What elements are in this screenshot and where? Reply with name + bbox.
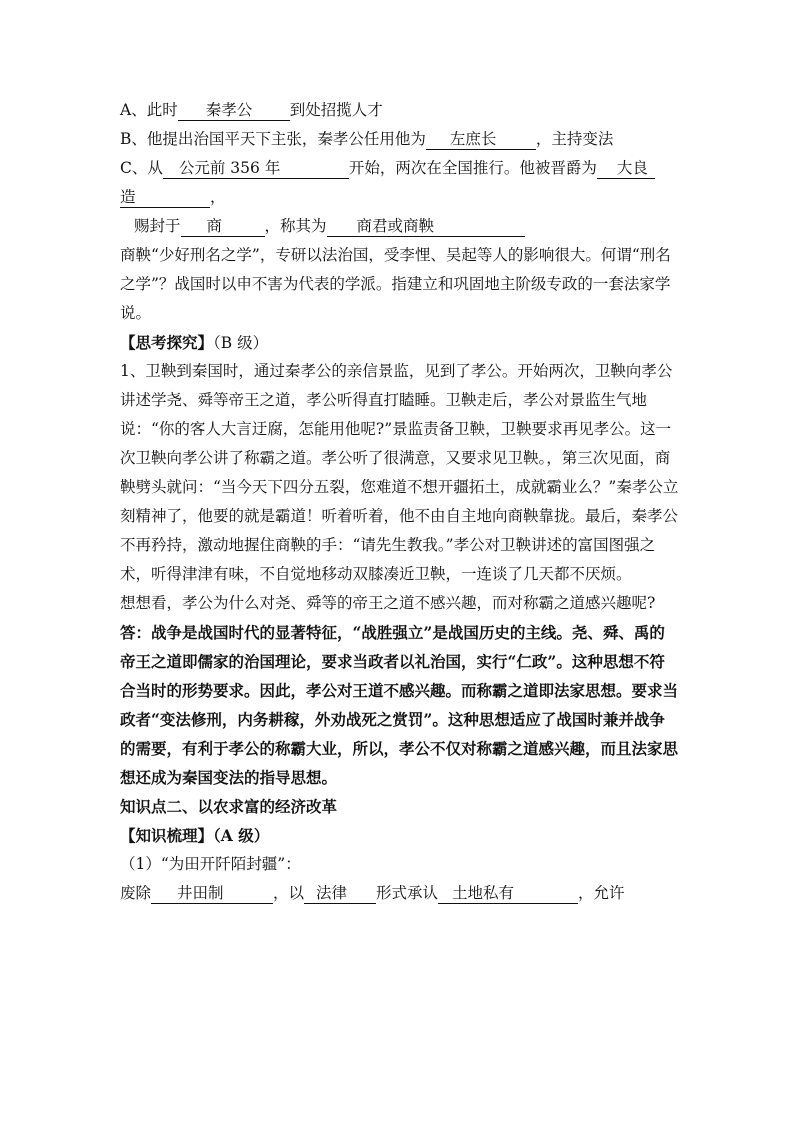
line-d-middle: ，称其为	[264, 217, 327, 235]
section-heading-knowledge	[120, 821, 680, 850]
last-middle: ，以	[273, 884, 305, 902]
answer-c1: 公元前 356 年	[178, 159, 281, 177]
line-b-suffix: ，主持变法	[535, 130, 614, 148]
blank-last-2	[304, 883, 376, 904]
blank-d2	[327, 216, 525, 237]
answer-last-2: 法律	[316, 884, 348, 902]
blank-c2-cont	[120, 187, 210, 208]
blank-last-3	[438, 883, 578, 904]
last-suffix: ，允许	[578, 884, 625, 902]
answer-last-1: 井田制	[177, 884, 224, 902]
line-d-prefix: 赐封于	[134, 217, 181, 235]
answer-c2-part1: 大良	[616, 159, 648, 177]
answer-c2-part2: 造	[120, 188, 136, 206]
blank-c1	[163, 158, 349, 179]
fill-line-c	[120, 154, 680, 183]
intro-paragraph: 商鞅“少好刑名之学”，专研以法治国，受李悝、吴起等人的影响很大。何谓“刑名之学”？战国时以申不害为代表的学派。指建立和巩固地主阶级专政的一套法家学说。	[120, 246, 671, 322]
line-c-comma: ，	[210, 188, 226, 206]
document-page	[120, 96, 680, 908]
answer-b: 左庶长	[449, 130, 497, 148]
blank-a	[178, 100, 290, 121]
answer-a: 秦孝公	[205, 101, 253, 119]
section2-heading-text: 【知识梳理】	[120, 826, 214, 845]
fill-line-last	[120, 879, 680, 908]
section-heading-text: 【思考探究】	[120, 333, 214, 352]
answer-last-3: 土地私有	[452, 884, 515, 902]
line-a-prefix: A、此时	[120, 101, 178, 119]
item-1-title: （1）“为田开阡陌封疆”：	[120, 855, 301, 873]
answer-d2: 商君或商鞅	[356, 217, 435, 235]
answer-paragraph: 答：战争是战国时代的显著特征，“战胜强立”是战国历史的主线。尧、舜、禹的帝王之道即儒家的治国理论，要求当政者以礼治国，实行“仁政”。这种思想不符合当时的形势要求。因此，孝公对王道不感兴趣。而称霸之道即法家思想。要求当政者“变法修刑，内务耕稼，外劝战死之赏罚”。这种思想适应了战国时兼并战争的需要，有利于孝公的称霸大业，所以，孝公不仅对称霸之道感兴趣，而且法家思想还成为秦国变法的指导思想。	[120, 623, 679, 787]
line-c-middle: 开始，两次在全国推行。他被晋爵为	[348, 159, 597, 177]
blank-b	[426, 129, 536, 150]
blank-last-1	[151, 883, 273, 904]
line-a-suffix: 到处招揽人才	[289, 101, 383, 119]
story-paragraph: 1、卫鞅到秦国时，通过秦孝公的亲信景监，见到了孝公。开始两次，卫鞅向孝公讲述学尧、舜等帝王之道，孝公听得直打瞌睡。卫鞅走后，孝公对景监生气地说：“你的客人大言迂腐，怎能用他呢?”景监责备卫鞅，卫鞅要求再见孝公。这一次卫鞅向孝公讲了称霸之道。孝公听了很满意，又要求见卫鞅。，第三次见面，商鞅劈头就问：“当今天下四分五裂，您难道不想开疆拓土，成就霸业么？”秦孝公立刻精神了，他要的就是霸道！听着听着，他不由自主地向商鞅靠拢。最后，秦孝公不再矜持，激动地握住商鞅的手：“请先生教我。”孝公对卫鞅讲述的富国图强之术，听得津津有味，不自觉地移动双膝凑近卫鞅，一连谈了几天都不厌烦。	[120, 362, 679, 583]
last-prefix: 废除	[120, 884, 152, 902]
line-c-prefix: C、从	[120, 159, 163, 177]
blank-d1	[181, 216, 265, 237]
fill-line-b	[120, 125, 680, 154]
fill-line-d	[120, 212, 680, 241]
last-middle2: 形式承认	[376, 884, 439, 902]
line-b-prefix: B、他提出治国平天下主张，秦孝公任用他为	[120, 130, 426, 148]
answer-d1: 商	[206, 217, 223, 235]
fill-line-a	[120, 96, 680, 125]
fill-line-c-cont	[120, 183, 680, 212]
question-text: 想想看，孝公为什么对尧、舜等的帝王之道不感兴趣，而对称霸之道感兴趣呢?	[120, 594, 656, 612]
blank-c2	[597, 158, 655, 179]
section2-level: （A 级）	[213, 826, 270, 845]
section-heading-thinking	[120, 328, 680, 357]
section-level: （B 级）	[213, 334, 269, 352]
knowledge-point-2-title: 知识点二、以农求富的经济改革	[120, 797, 338, 816]
